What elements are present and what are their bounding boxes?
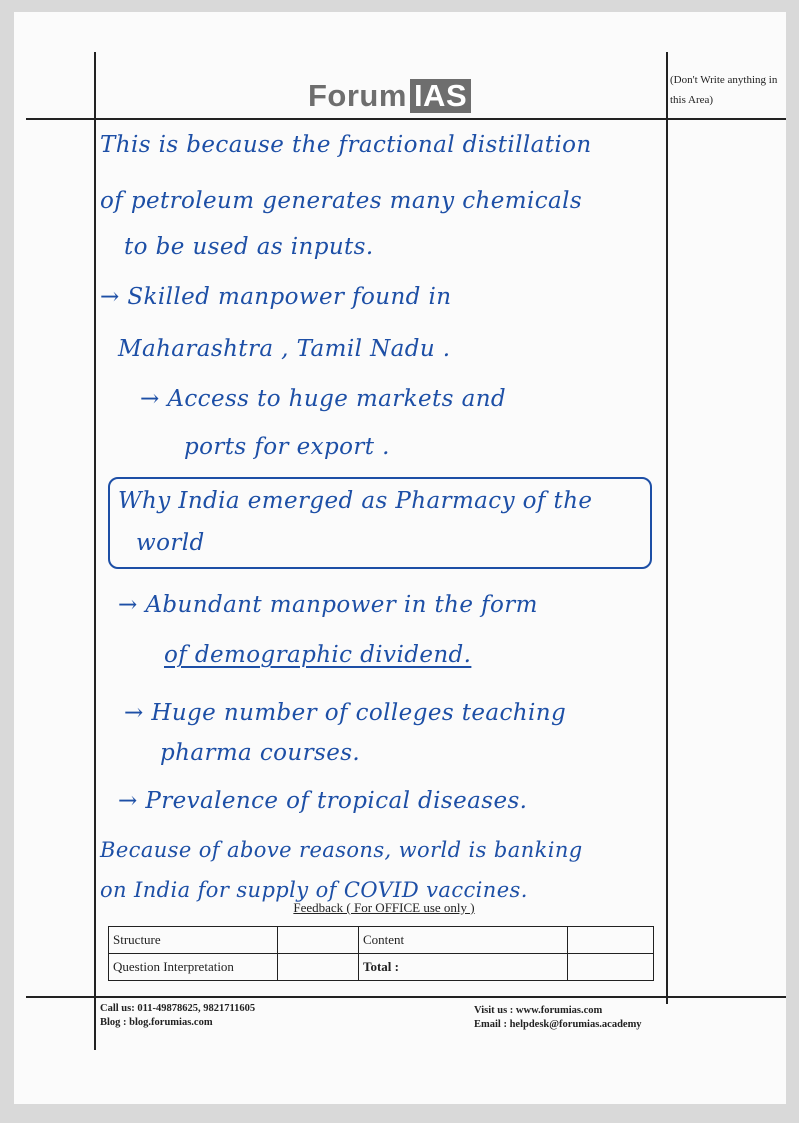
answer-line: Maharashtra , Tamil Nadu . xyxy=(118,336,451,362)
feedback-section xyxy=(104,900,664,974)
answer-line: of demographic dividend. xyxy=(164,642,472,668)
answer-sheet xyxy=(14,12,786,1104)
footer-contact xyxy=(100,1002,255,1030)
answer-line: to be used as inputs. xyxy=(124,234,374,260)
left-margin-line xyxy=(94,52,96,1050)
footer-divider xyxy=(26,996,786,998)
table-cell: Question Interpretation xyxy=(109,954,278,981)
table-cell xyxy=(568,927,654,954)
answer-line: on India for supply of COVID vaccines. xyxy=(100,878,528,902)
table-row xyxy=(109,954,654,981)
table-cell xyxy=(278,954,359,981)
answer-line: Because of above reasons, world is banking xyxy=(100,838,583,862)
footer-web xyxy=(474,1004,642,1032)
table-cell xyxy=(278,927,359,954)
table-cell: Total : xyxy=(359,954,568,981)
footer-email: Email : helpdesk@forumias.academy xyxy=(474,1019,642,1030)
logo-ias-text: IAS xyxy=(410,79,471,113)
answer-line: → Abundant manpower in the form xyxy=(118,592,538,618)
answer-line: This is because the fractional distillation xyxy=(100,132,592,158)
answer-line: → Skilled manpower found in xyxy=(100,284,452,310)
header-divider xyxy=(26,118,786,120)
table-cell xyxy=(568,954,654,981)
margin-note: (Don't Write anything in this Area) xyxy=(670,74,778,106)
feedback-title: Feedback ( For OFFICE use only ) xyxy=(293,900,475,915)
answer-line: → Huge number of colleges teaching xyxy=(124,700,567,726)
footer-blog: Blog : blog.forumias.com xyxy=(100,1017,213,1028)
answer-line: pharma courses. xyxy=(160,740,361,766)
footer-phone: Call us: 011-49878625, 9821711605 xyxy=(100,1003,256,1014)
logo-forum-text: Forum xyxy=(308,78,407,113)
answer-line: → Prevalence of tropical diseases. xyxy=(118,788,528,814)
table-cell: Structure xyxy=(109,927,278,954)
feedback-table xyxy=(108,926,654,981)
forumias-logo xyxy=(308,78,471,114)
answer-line: of petroleum generates many chemicals xyxy=(100,188,583,214)
table-row xyxy=(109,927,654,954)
answer-line: → Access to huge markets and xyxy=(140,386,507,412)
answer-line: ports for export . xyxy=(184,434,390,460)
answer-heading: world xyxy=(136,530,205,556)
table-cell: Content xyxy=(359,927,568,954)
handwritten-answer xyxy=(100,132,670,902)
answer-heading: Why India emerged as Pharmacy of the xyxy=(118,488,593,514)
footer-visit: Visit us : www.forumias.com xyxy=(474,1005,603,1016)
